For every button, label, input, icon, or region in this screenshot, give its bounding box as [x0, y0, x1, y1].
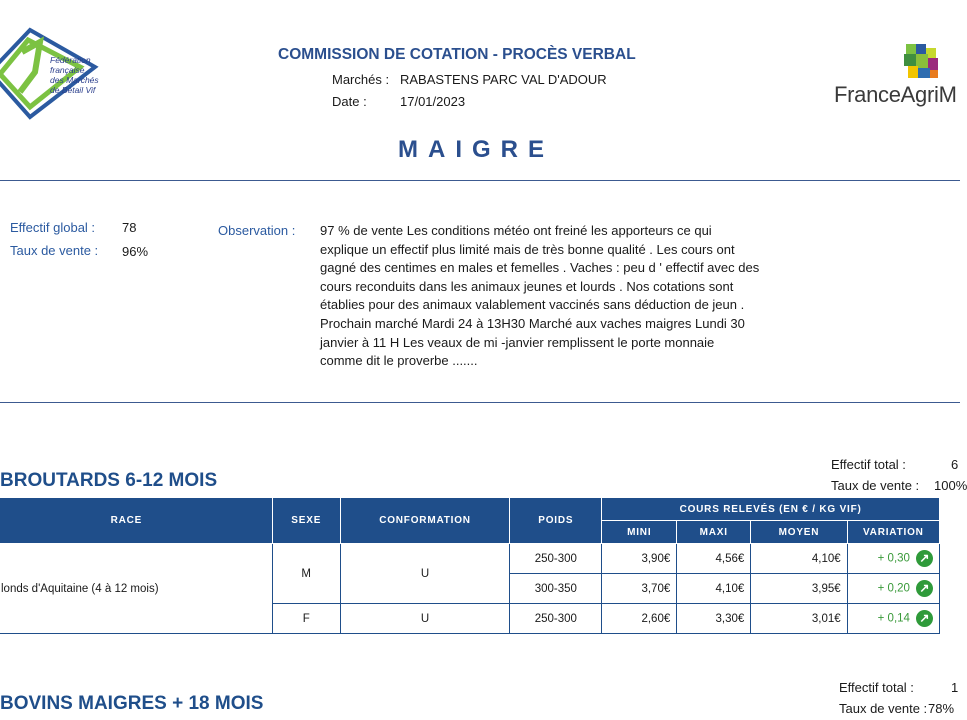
col-moyen: MOYEN [751, 521, 847, 544]
cell-maxi: 4,56€ [677, 544, 751, 574]
cell-conformation: U [340, 604, 510, 634]
variation-value: + 0,30 [877, 552, 910, 565]
franceagrimer-logo [900, 44, 942, 82]
cell-poids: 300-350 [510, 574, 602, 604]
col-variation: VARIATION [847, 521, 939, 544]
taux-vente-label: Taux de vente : [10, 243, 99, 258]
taux-vente-value: 96% [122, 244, 149, 259]
section1-total-label: Effectif total : [831, 457, 906, 472]
section1-taux-label: Taux de vente : [831, 478, 920, 493]
col-cours-releves: COURS RELEVÉS (EN € / KG VIF) [602, 498, 940, 521]
cell-variation [847, 604, 939, 634]
divider-top [0, 180, 960, 181]
cell-sexe: F [272, 604, 340, 634]
market-value: RABASTENS PARC VAL D'ADOUR [400, 72, 607, 87]
document-title: COMMISSION DE COTATION - PROCÈS VERBAL [278, 46, 636, 63]
cell-maxi: 3,30€ [677, 604, 751, 634]
date-label: Date : [332, 94, 367, 109]
col-sexe: SEXE [272, 498, 340, 544]
section2-taux-value: 78% [928, 701, 955, 716]
variation-value: + 0,14 [877, 612, 910, 625]
observation-label: Observation : [218, 223, 296, 238]
cell-variation [847, 544, 939, 574]
cell-race: londs d'Aquitaine (4 à 12 mois) [0, 544, 272, 634]
category-title: MAIGRE [398, 136, 554, 163]
section1-taux-value: 100% [934, 478, 967, 493]
market-label: Marchés : [332, 72, 390, 87]
effectif-global-value: 78 [122, 220, 137, 235]
cell-mini: 3,70€ [602, 574, 677, 604]
table-row [0, 544, 940, 574]
section-title-bovins-maigres: BOVINS MAIGRES + 18 MOIS [0, 693, 264, 714]
ffm-logo-text: Fédération française des Marchés de Bétail Vif [50, 55, 99, 95]
section1-total-value: 6 [951, 457, 959, 472]
cell-sexe: M [272, 544, 340, 604]
section-title-broutards: BROUTARDS 6-12 MOIS [0, 470, 218, 491]
cell-mini: 2,60€ [602, 604, 677, 634]
cell-moyen: 3,01€ [751, 604, 847, 634]
cotation-table [0, 497, 940, 634]
divider-middle [0, 402, 960, 403]
up-right-arrow-icon: ↗ [916, 610, 933, 627]
col-poids: POIDS [510, 498, 602, 544]
col-mini: MINI [602, 521, 677, 544]
cell-conformation: U [340, 544, 510, 604]
up-right-arrow-icon: ↗ [916, 580, 933, 597]
variation-value: + 0,20 [877, 582, 910, 595]
cell-moyen: 3,95€ [751, 574, 847, 604]
cell-mini: 3,90€ [602, 544, 677, 574]
effectif-global-label: Effectif global : [10, 220, 96, 235]
cell-moyen: 4,10€ [751, 544, 847, 574]
section2-total-value: 1 [951, 680, 959, 695]
up-right-arrow-icon: ↗ [916, 550, 933, 567]
cell-variation [847, 574, 939, 604]
cell-maxi: 4,10€ [677, 574, 751, 604]
date-value: 17/01/2023 [400, 94, 466, 109]
observation-text: 97 % de vente Les conditions météo ont freiné les apporteurs ce qui explique un effectif plus limité mais de très bonne qualité . Les cours ont gagné des centimes en males et femelles . Vaches : peu d ' effectif avec des cours reconduits dans les animaux jeunes et lourds . Nos cotations sont établies pour des animaux valablement vaccinés sans déduction de jeun . Prochain marché Mardi 24 à 13H30 Marché aux vaches maigres Lundi 30 janvier à 11 H Les veaux de mi -janvier remplissent le porte monnaie comme dit le proverbe ....... [320, 223, 760, 369]
col-conformation: CONFORMATION [340, 498, 510, 544]
cell-poids: 250-300 [510, 544, 602, 574]
section2-total-label: Effectif total : [839, 680, 914, 695]
section2-taux-label: Taux de vente : [839, 701, 928, 716]
cell-poids: 250-300 [510, 604, 602, 634]
col-maxi: MAXI [677, 521, 751, 544]
franceagrimer-text: FranceAgriM [834, 82, 957, 107]
col-race: RACE [0, 498, 272, 544]
